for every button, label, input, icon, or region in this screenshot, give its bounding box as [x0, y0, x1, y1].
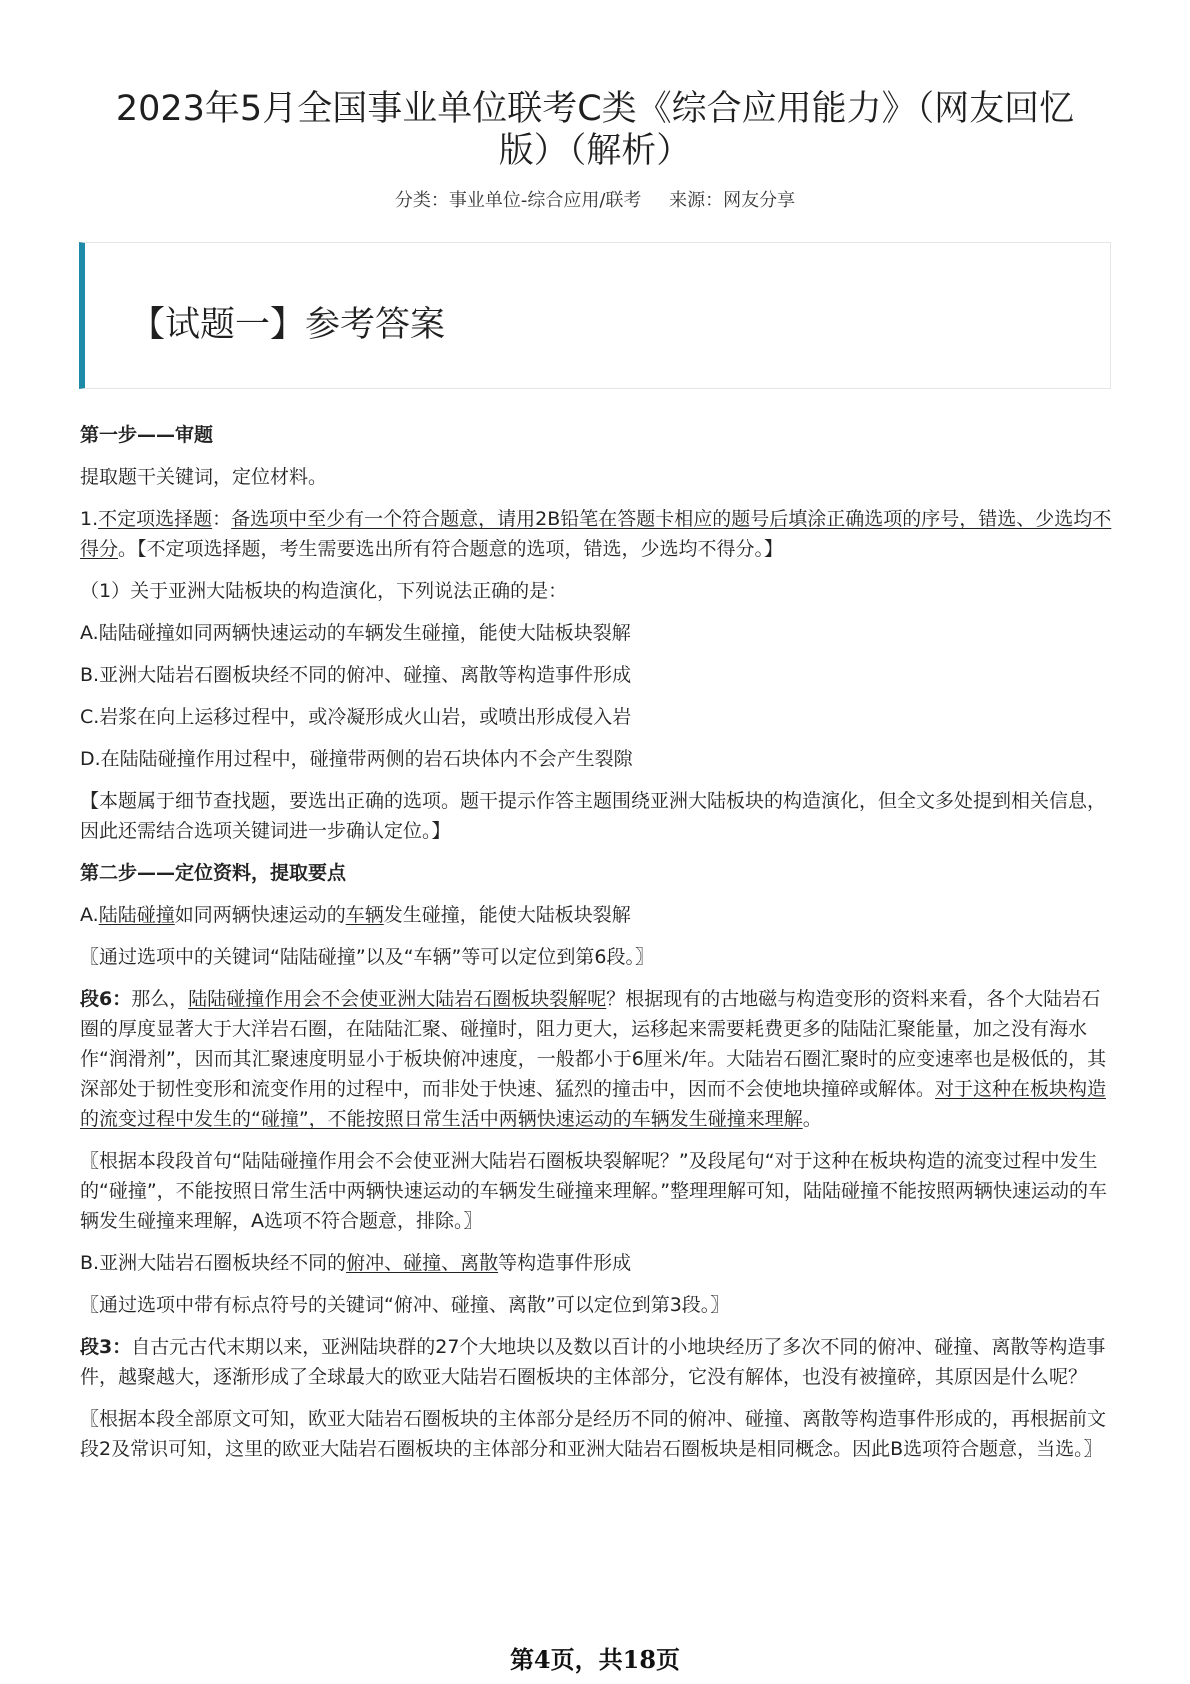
paragraph-3-label: 段3：	[80, 1336, 132, 1358]
option-a-locate-note: 〖通过选项中的关键词“陆陆碰撞”以及“车辆”等可以定位到第6段。〗	[80, 946, 654, 968]
option-a-middle: 如同两辆快速运动的	[174, 904, 346, 926]
question-rule: 备选项中至少有一个符合题意，请用2B铅笔在答题卡相应的题号后填涂正确选项的序号，错选、少选均不得分	[80, 508, 1112, 560]
step1-heading: 第一步——审题	[80, 424, 214, 446]
question-instruction	[80, 504, 1112, 564]
step1-intro: 提取题干关键词，定位材料。	[80, 466, 328, 488]
paragraph-3-analysis: 〖根据本段全部原文可知，欧亚大陆岩石圈板块的主体部分是经历不同的俯冲、碰撞、离散等构造事件形成的，再根据前文段2及常识可知，这里的欧亚大陆岩石圈板块的主体部分和亚洲大陆岩石圈板块是相同概念。因此B选项符合题意，当选。〗	[80, 1408, 1107, 1460]
paragraph-6-text-2: ？根据现有的古地磁与构造变形的资料来看，各个大陆岩石圈的厚度显著大于大洋岩石圈，在陆陆汇聚、碰撞时，阻力更大，运移起来需要耗费更多的陆陆汇聚能量，加之没有海水作“润滑剂”，因而其汇聚速度明显小于板块俯冲速度，一般都小于6厘米/年。大陆岩石圈汇聚时的应变速率也是极低的，其深部处于韧性变形和流变作用的过程中，而非处于快速、猛烈的撞击中，因而不会使地块撞碎或解体。	[80, 988, 1107, 1100]
option-b: B.亚洲大陆岩石圈板块经不同的俯冲、碰撞、离散等构造事件形成	[80, 664, 632, 686]
option-a: A.陆陆碰撞如同两辆快速运动的车辆发生碰撞，能使大陆板块裂解	[80, 622, 631, 644]
section-heading-box	[79, 242, 1111, 389]
option-a-prefix: A.	[80, 904, 99, 926]
category-text: 分类：事业单位-综合应用/联考	[394, 190, 642, 211]
paragraph-6-key-sentence-1: 陆陆碰撞作用会不会使亚洲大陆岩石圈板块裂解呢	[188, 988, 607, 1010]
option-b-prefix: B.亚洲大陆岩石圈板块经不同的	[80, 1252, 347, 1274]
page-title: 2023年5月全国事业单位联考C类《综合应用能力》（网友回忆版）（解析）	[115, 89, 1075, 171]
question-number: 1.	[80, 508, 99, 530]
option-b-locate-note: 〖通过选项中带有标点符号的关键词“俯冲、碰撞、离散”可以定位到第3段。〗	[80, 1294, 730, 1316]
question-type: 不定项选择题	[98, 508, 213, 530]
option-b-keyword: 俯冲、碰撞、离散	[346, 1252, 499, 1274]
paragraph-6-text-3: 。	[802, 1108, 822, 1130]
question-colon: ：	[212, 508, 232, 530]
option-b-suffix: 等构造事件形成	[498, 1252, 632, 1274]
paragraph-6-key-sentence-2: 对于这种在板块构造的流变过程中发生的“碰撞”，不能按照日常生活中两辆快速运动的车辆发生碰撞来理解	[80, 1078, 1107, 1130]
option-c: C.岩浆在向上运移过程中，或冷凝形成火山岩，或喷出形成侵入岩	[80, 706, 632, 728]
article-meta	[0, 186, 1190, 212]
option-d: D.在陆陆碰撞作用过程中，碰撞带两侧的岩石块体内不会产生裂隙	[80, 748, 633, 770]
option-b-marked	[80, 1248, 1112, 1278]
source-text: 来源：网友分享	[669, 190, 796, 211]
paragraph-3	[80, 1332, 1112, 1392]
paragraph-6-text-1: 那么，	[131, 988, 189, 1010]
option-a-marked	[80, 900, 1112, 930]
article-body	[80, 420, 1112, 1464]
option-a-keyword-1: 陆陆碰撞	[98, 904, 175, 926]
option-a-keyword-2: 车辆	[345, 904, 384, 926]
sub-question: （1）关于亚洲大陆板块的构造演化，下列说法正确的是：	[80, 580, 568, 602]
paragraph-6-analysis: 〖根据本段段首句“陆陆碰撞作用会不会使亚洲大陆岩石圈板块裂解呢？”及段尾句“对于这种在板块构造的流变过程中发生的“碰撞”，不能按照日常生活中两辆快速运动的车辆发生碰撞来理解。”整理理解可知，陆陆碰撞不能按照两辆快速运动的车辆发生碰撞来理解，A选项不符合题意，排除。〗	[80, 1150, 1108, 1232]
step2-heading: 第二步——定位资料，提取要点	[80, 862, 347, 884]
paragraph-3-text: 自古元古代末期以来，亚洲陆块群的27个大地块以及数以百计的小地块经历了多次不同的俯冲、碰撞、离散等构造事件，越聚越大，逐渐形成了全球最大的欧亚大陆岩石圈板块的主体部分，它没有解体，也没有被撞碎，其原因是什么呢？	[80, 1336, 1106, 1388]
page-number: 第4页，共18页	[509, 1645, 681, 1674]
paragraph-6-label: 段6：	[80, 988, 132, 1010]
question-note: 。【不定项选择题，考生需要选出所有符合题意的选项，错选，少选均不得分。】	[118, 538, 784, 560]
section-title: 【试题一】参考答案	[130, 305, 446, 345]
option-a-suffix: 发生碰撞，能使大陆板块裂解	[383, 904, 631, 926]
paragraph-6	[80, 984, 1112, 1134]
step1-analysis: 【本题属于细节查找题，要选出正确的选项。题干提示作答主题围绕亚洲大陆板块的构造演化，但全文多处提到相关信息，因此还需结合选项关键词进一步确认定位。】	[80, 790, 1107, 842]
